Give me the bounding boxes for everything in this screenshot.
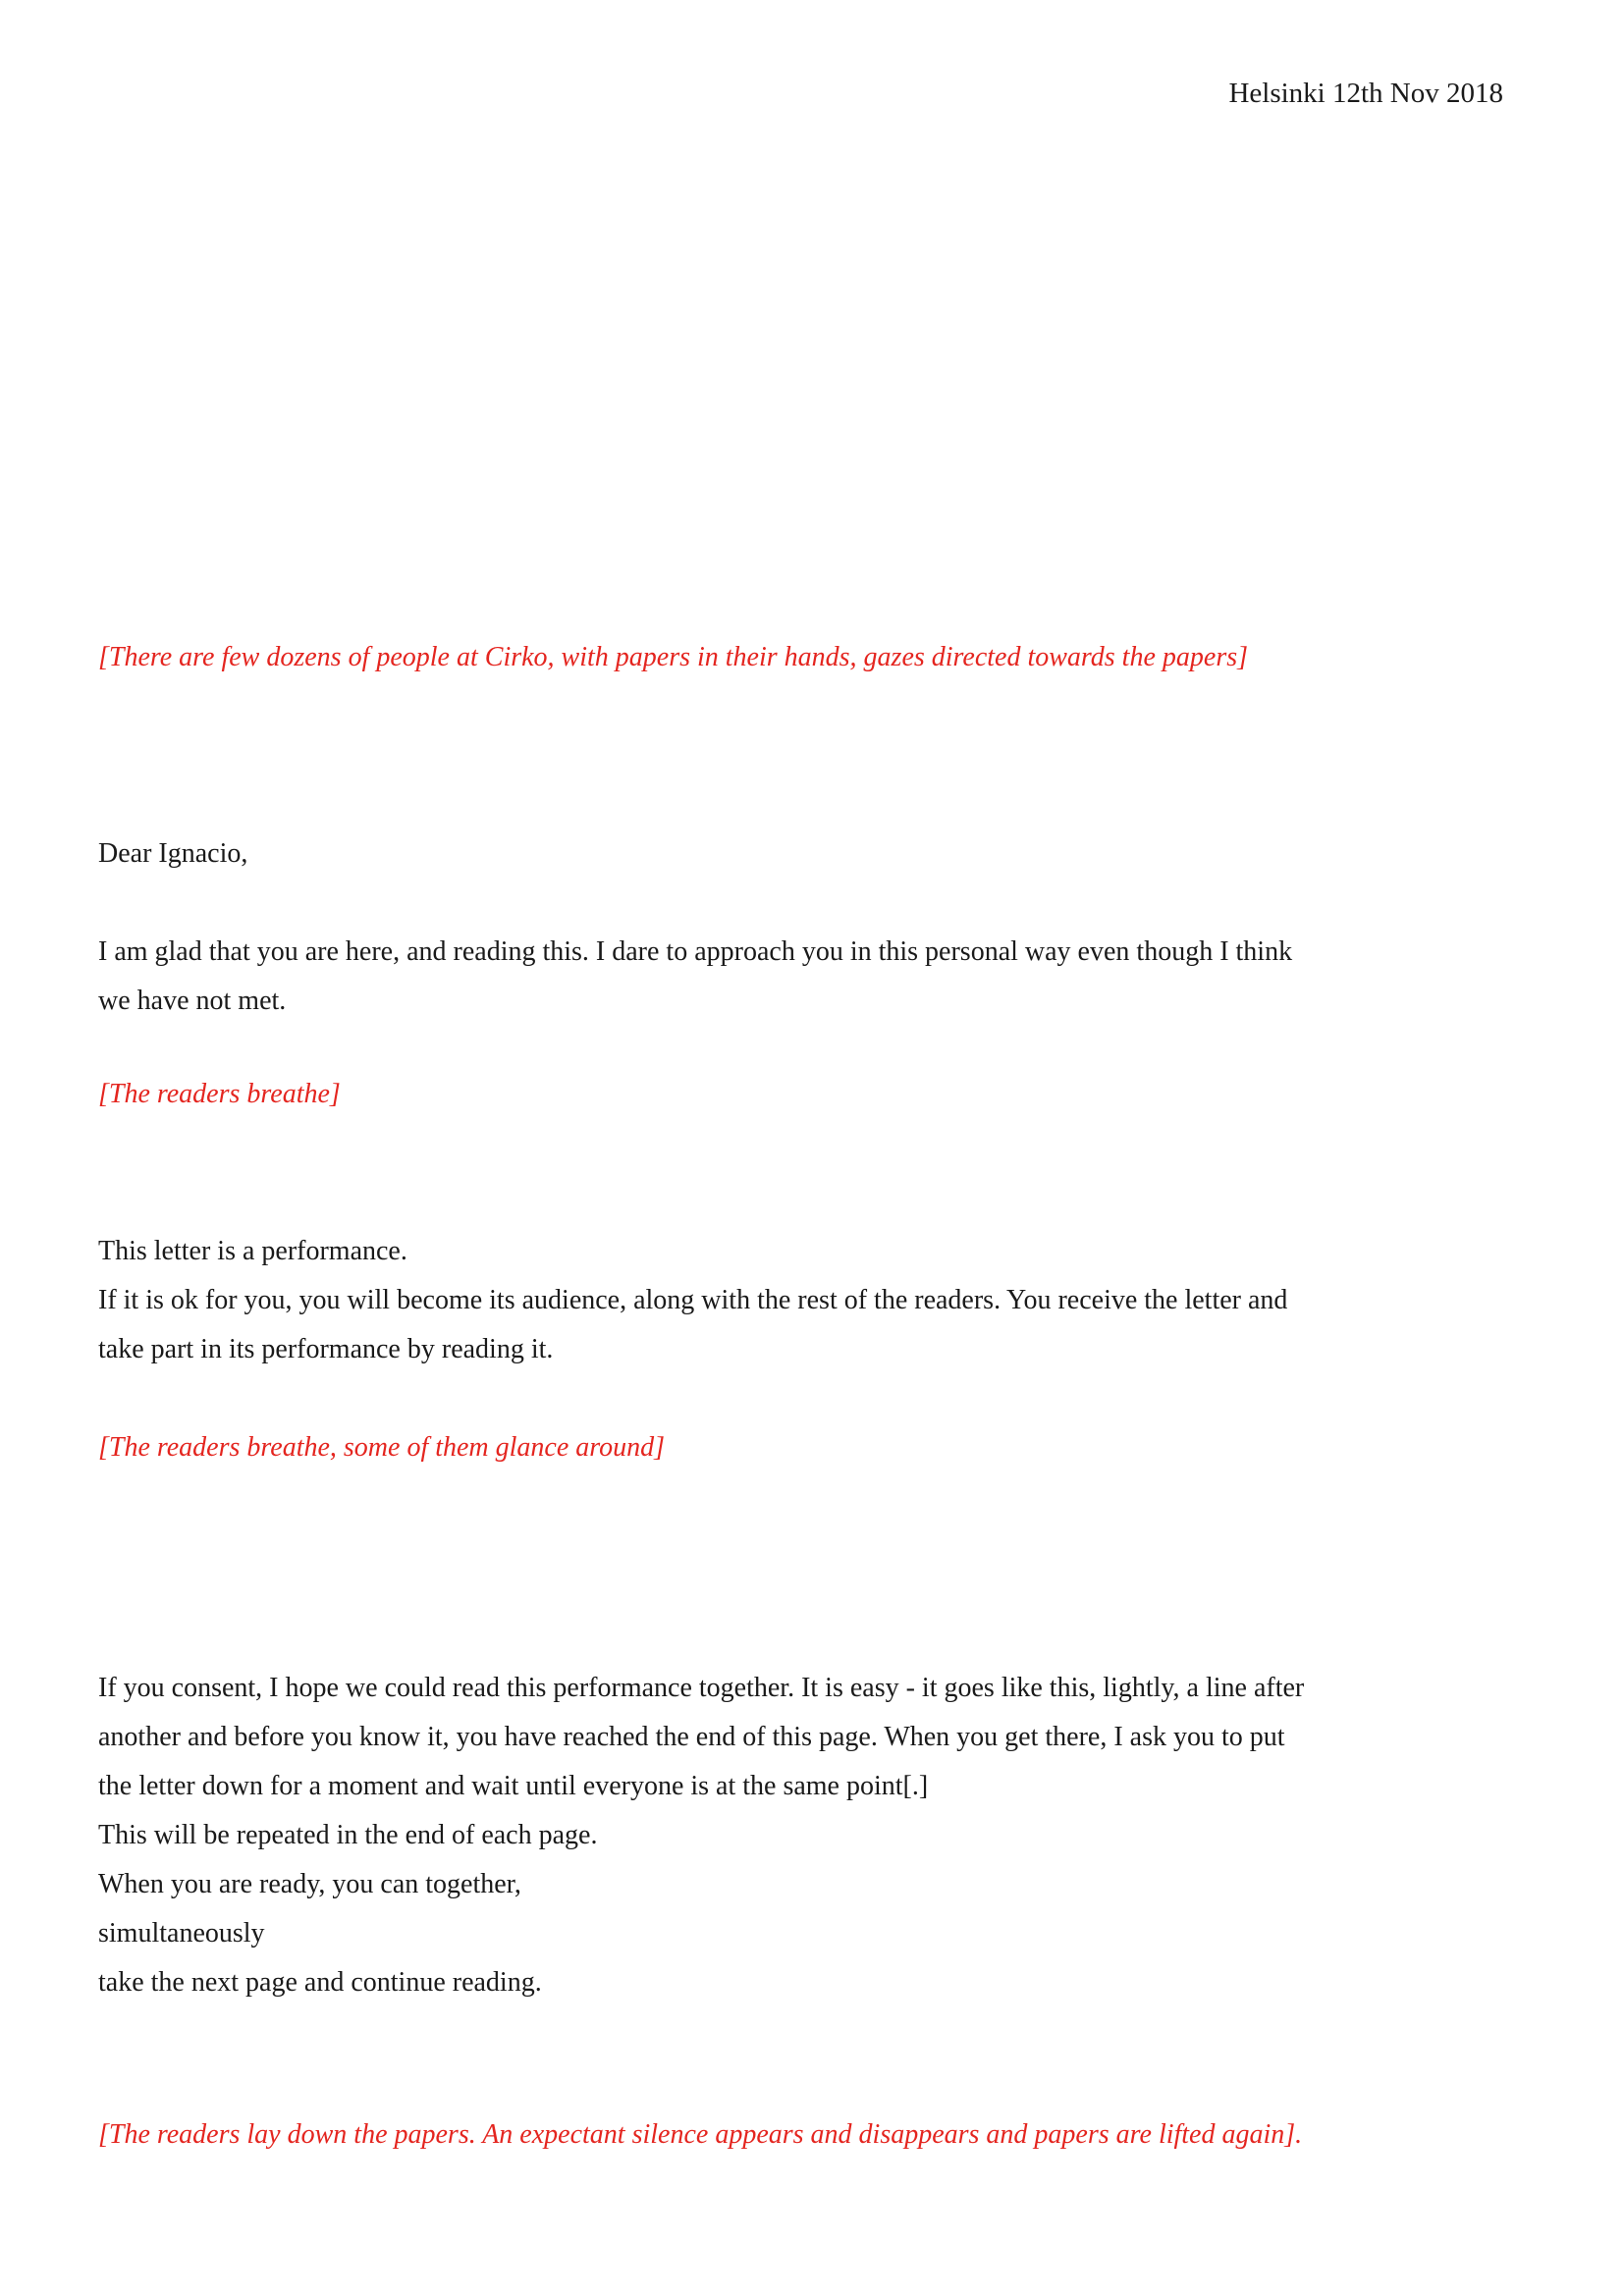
stage-direction-breathe-glance: [The readers breathe, some of them glance around] [98, 1432, 666, 1463]
paragraph-instructions-line-3: the letter down for a moment and wait until everyone is at the same point[.] [98, 1771, 929, 1801]
stage-direction-breathe: [The readers breathe] [98, 1079, 341, 1109]
paragraph-performance-line-2: If it is ok for you, you will become its audience, along with the rest of the readers. You receive the letter and [98, 1285, 1288, 1315]
paragraph-performance-line-1: This letter is a performance. [98, 1236, 407, 1266]
paragraph-performance-line-3: take part in its performance by reading it. [98, 1334, 554, 1364]
paragraph-instructions [98, 1664, 1503, 2007]
paragraph-instructions-line-5: When you are ready, you can together, [98, 1869, 521, 1899]
paragraph-instructions-line-6: simultaneously [98, 1918, 265, 1949]
stage-direction-opening: [There are few dozens of people at Cirko, with papers in their hands, gazes directed towards the papers] [98, 642, 1249, 672]
paragraph-instructions-line-4: This will be repeated in the end of each page. [98, 1820, 598, 1850]
paragraph-intro-line-2: we have not met. [98, 986, 287, 1016]
paragraph-instructions-line-1: If you consent, I hope we could read this performance together. It is easy - it goes like this, lightly, a line after [98, 1673, 1305, 1703]
salutation: Dear Ignacio, [98, 838, 248, 869]
dateline: Helsinki 12th Nov 2018 [1228, 78, 1503, 109]
paragraph-performance [98, 1227, 1503, 1374]
paragraph-intro-line-1: I am glad that you are here, and reading this. I dare to approach you in this personal way even though I think [98, 936, 1293, 967]
paragraph-intro [98, 928, 1503, 1026]
paragraph-instructions-line-2: another and before you know it, you have reached the end of this page. When you get there, I ask you to put [98, 1722, 1285, 1752]
stage-direction-closing: [The readers lay down the papers. An expectant silence appears and disappears and papers are lifted again]. [98, 2119, 1303, 2150]
paragraph-instructions-line-7: take the next page and continue reading. [98, 1967, 542, 1998]
